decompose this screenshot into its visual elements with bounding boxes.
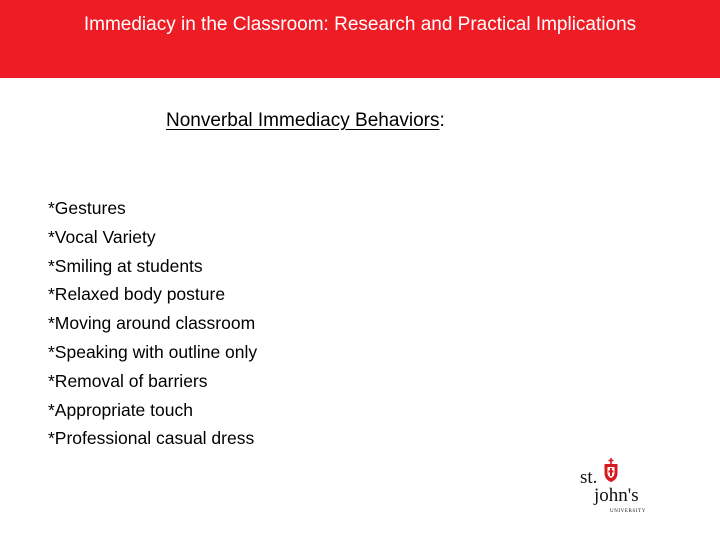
university-logo [578, 456, 662, 516]
bullet-item: *Speaking with outline only [48, 341, 258, 362]
bullet-item: *Moving around classroom [48, 313, 256, 334]
bullet-item: *Vocal Variety [48, 226, 156, 247]
bullet-item: *Appropriate touch [48, 399, 193, 420]
bullet-item: *Gestures [48, 198, 126, 218]
logo-line-st: st. [580, 467, 598, 488]
subtitle-colon: : [439, 110, 445, 131]
bullet-item: *Smiling at students [48, 255, 203, 276]
slide-title: Immediacy in the Classroom: Research and Practical Implications [83, 14, 637, 35]
crest-icon [605, 458, 618, 482]
bullet-item: *Removal of barriers [48, 370, 208, 391]
bullet-list [48, 194, 257, 453]
bullet-item: *Professional casual dress [48, 428, 255, 449]
logo-line-university: UNIVERSITY [610, 509, 646, 514]
slide-subtitle [166, 108, 445, 134]
subtitle-text: Nonverbal Immediacy Behaviors [166, 110, 440, 131]
logo-line-johns: john's [594, 485, 639, 506]
bullet-item: *Relaxed body posture [48, 284, 226, 305]
